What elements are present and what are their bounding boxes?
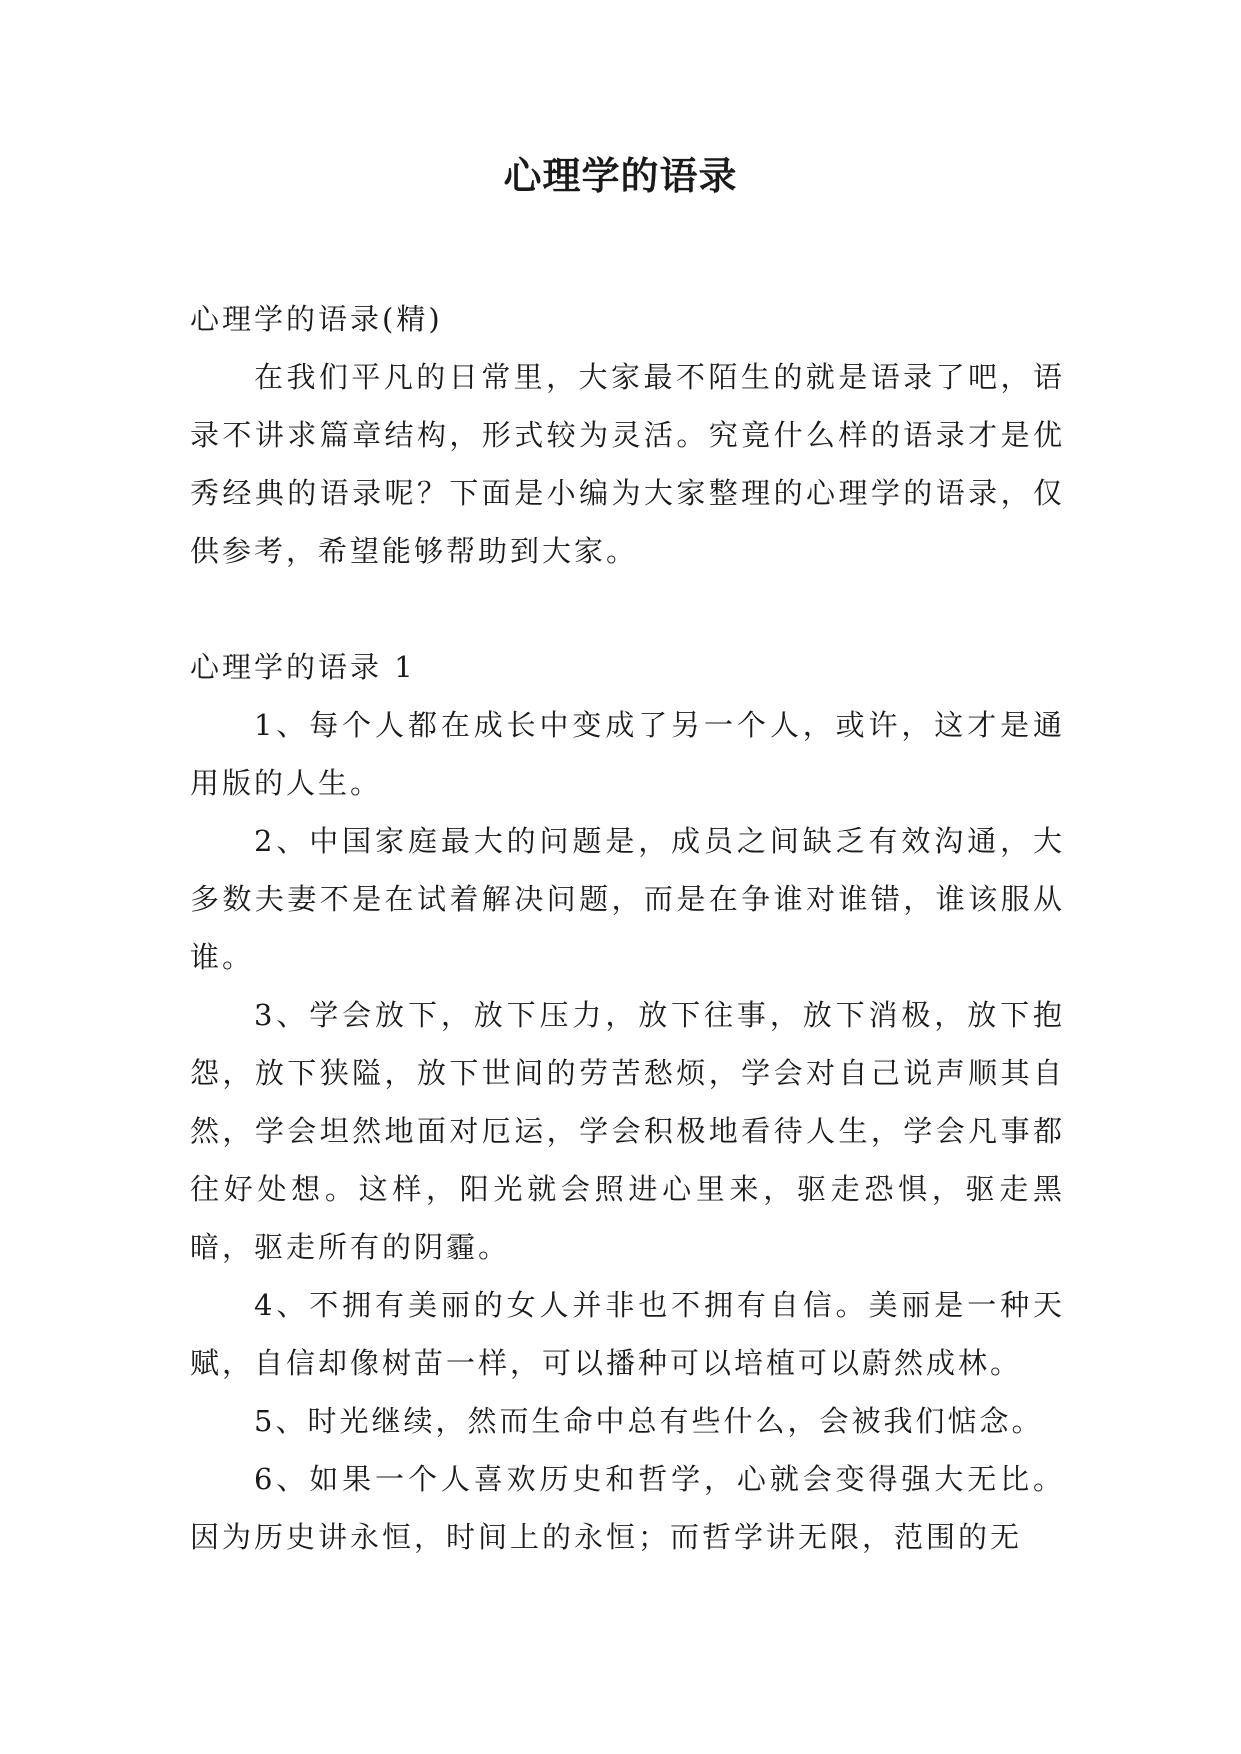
intro-paragraph: 在我们平凡的日常里，大家最不陌生的就是语录了吧，语录不讲求篇章结构，形式较为灵活。究竟什么样的语录才是优秀经典的语录呢？下面是小编为大家整理的心理学的语录，仅供参考，希望能够帮助到大家。 xyxy=(190,360,1065,568)
document-body xyxy=(190,290,1065,1566)
quote-item-4: 4、不拥有美丽的女人并非也不拥有自信。美丽是一种天赋，自信却像树苗一样，可以播种可以培植可以蔚然成林。 xyxy=(190,1288,1065,1380)
quote-item-1: 1、每个人都在成长中变成了另一个人，或许，这才是通用版的人生。 xyxy=(190,708,1065,800)
quote-item-5: 5、时光继续，然而生命中总有些什么，会被我们惦念。 xyxy=(254,1404,1044,1438)
document-title: 心理学的语录 xyxy=(503,154,738,198)
section-heading: 心理学的语录 1 xyxy=(190,650,416,684)
document-subtitle: 心理学的语录(精) xyxy=(190,302,443,336)
quote-item-6: 6、如果一个人喜欢历史和哲学，心就会变得强大无比。因为历史讲永恒，时间上的永恒；而哲学讲无限，范围的无 xyxy=(190,1462,1065,1554)
quote-item-2: 2、中国家庭最大的问题是，成员之间缺乏有效沟通，大多数夫妻不是在试着解决问题，而是在争谁对谁错，谁该服从谁。 xyxy=(190,824,1065,974)
quote-item-3: 3、学会放下，放下压力，放下往事，放下消极，放下抱怨，放下狭隘，放下世间的劳苦愁烦，学会对自己说声顺其自然，学会坦然地面对厄运，学会积极地看待人生，学会凡事都往好处想。这样，阳光就会照进心里来，驱走恐惧，驱走黑暗，驱走所有的阴霾。 xyxy=(190,998,1065,1264)
paragraph-spacer xyxy=(190,580,1065,638)
